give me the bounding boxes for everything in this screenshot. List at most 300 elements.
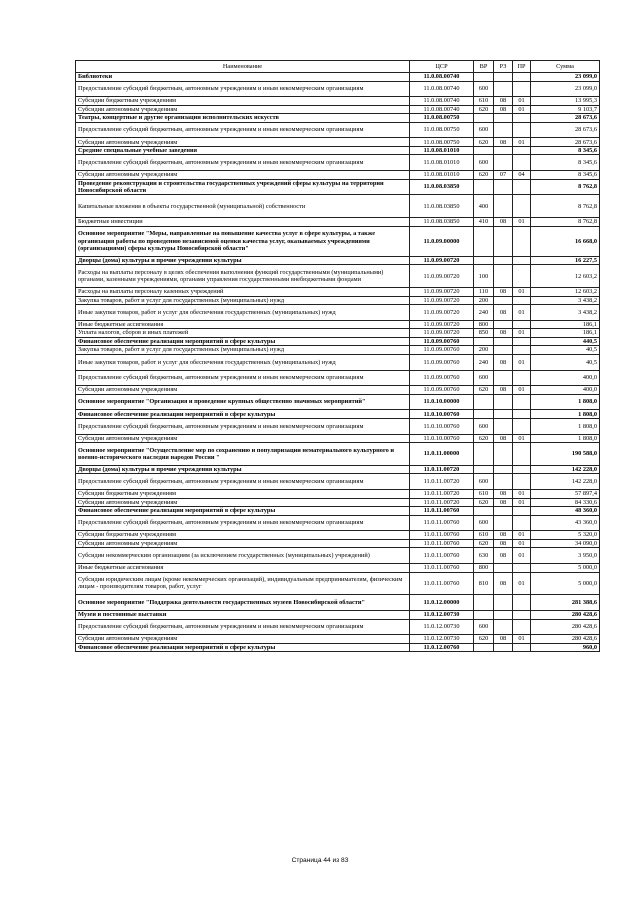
row-sum: 3 438,2 <box>531 296 600 305</box>
row-sum: 57 897,4 <box>531 490 600 499</box>
row-rz <box>494 611 513 620</box>
row-pr <box>513 73 531 82</box>
row-name: Предоставление субсидий бюджетным, автономным учреждениям и иным некоммерческим организациям <box>76 370 410 386</box>
row-csr: 11.0.10.00000 <box>410 394 474 410</box>
row-vr: 600 <box>474 619 494 635</box>
row-rz <box>494 619 513 635</box>
row-pr: 01 <box>513 434 531 443</box>
row-vr: 620 <box>474 171 494 180</box>
row-vr: 620 <box>474 635 494 644</box>
row-sum: 1 808,0 <box>531 410 600 419</box>
document-page <box>75 60 599 652</box>
row-csr: 11.0.09.00760 <box>410 370 474 386</box>
row-name: Предоставление субсидий бюджетным, автономным учреждениям и иным некоммерческим организациям <box>76 155 410 171</box>
row-vr: 810 <box>474 572 494 595</box>
row-csr: 11.0.11.00720 <box>410 490 474 499</box>
header-csr: ЦСР <box>410 61 474 73</box>
row-sum: 142 228,0 <box>531 474 600 490</box>
row-csr: 11.0.08.01010 <box>410 155 474 171</box>
row-rz: 08 <box>494 434 513 443</box>
row-rz <box>494 564 513 573</box>
row-name: Субсидии автономным учреждениям <box>76 635 410 644</box>
table-row <box>76 329 600 338</box>
row-sum: 16 227,5 <box>531 256 600 265</box>
row-rz <box>494 595 513 611</box>
row-sum: 8 345,6 <box>531 146 600 155</box>
row-csr: 11.0.08.00740 <box>410 81 474 97</box>
row-name: Предоставление субсидий бюджетным, автономным учреждениям и иным некоммерческим организациям <box>76 122 410 138</box>
row-rz: 08 <box>494 572 513 595</box>
row-vr <box>474 465 494 474</box>
row-pr: 01 <box>513 531 531 540</box>
row-rz: 08 <box>494 354 513 370</box>
row-name: Иные бюджетные ассигнования <box>76 564 410 573</box>
row-csr: 11.0.08.00750 <box>410 114 474 123</box>
table-body <box>76 73 600 652</box>
row-vr: 600 <box>474 474 494 490</box>
row-csr: 11.0.12.00730 <box>410 619 474 635</box>
row-csr: 11.0.09.00760 <box>410 354 474 370</box>
row-name: Субсидии автономным учреждениям <box>76 498 410 507</box>
table-row <box>76 498 600 507</box>
row-pr <box>513 122 531 138</box>
table-row <box>76 370 600 386</box>
row-pr: 01 <box>513 97 531 106</box>
row-rz <box>494 346 513 355</box>
row-name: Основное мероприятие "Меры, направленные на повышение качества услуг в сфере культуры, а также организация работы по проведению независимой оценки качества услуг, оказываемых учреждениями (организациями) сферы культуры Новосибирской области" <box>76 226 410 256</box>
row-csr: 11.0.10.00760 <box>410 418 474 434</box>
row-csr: 11.0.08.03850 <box>410 179 474 195</box>
row-pr: 01 <box>513 305 531 321</box>
row-name: Субсидии бюджетным учреждениям <box>76 490 410 499</box>
header-vr: ВР <box>474 61 494 73</box>
row-pr <box>513 179 531 195</box>
table-row <box>76 548 600 564</box>
row-name: Закупка товаров, работ и услуг для государственных (муниципальных) нужд <box>76 346 410 355</box>
row-pr <box>513 146 531 155</box>
row-vr: 600 <box>474 122 494 138</box>
row-csr: 11.0.09.00000 <box>410 226 474 256</box>
table-row <box>76 643 600 652</box>
table-row <box>76 122 600 138</box>
row-sum: 1 808,0 <box>531 394 600 410</box>
row-vr <box>474 337 494 346</box>
row-vr: 610 <box>474 97 494 106</box>
row-sum: 8 762,8 <box>531 218 600 227</box>
row-sum: 12 603,2 <box>531 288 600 297</box>
row-sum: 16 668,0 <box>531 226 600 256</box>
row-name: Субсидии автономным учреждениям <box>76 138 410 147</box>
row-sum: 1 808,0 <box>531 418 600 434</box>
row-name: Субсидии юридическим лицам (кроме некоммерческих организаций), индивидуальным предпринимателям, физическим лицам - производителям товаров, работ, услуг <box>76 572 410 595</box>
row-rz <box>494 394 513 410</box>
row-vr: 240 <box>474 305 494 321</box>
row-name: Предоставление субсидий бюджетным, автономным учреждениям и иным некоммерческим организациям <box>76 619 410 635</box>
row-vr <box>474 256 494 265</box>
table-row <box>76 146 600 155</box>
row-pr <box>513 643 531 652</box>
row-sum: 400,0 <box>531 370 600 386</box>
row-pr: 01 <box>513 354 531 370</box>
row-csr: 11.0.08.03850 <box>410 195 474 218</box>
row-pr: 04 <box>513 171 531 180</box>
row-sum: 28 673,6 <box>531 122 600 138</box>
row-sum: 40,5 <box>531 346 600 355</box>
row-name: Субсидии автономным учреждениям <box>76 539 410 548</box>
row-rz <box>494 443 513 466</box>
table-row <box>76 465 600 474</box>
row-sum: 186,1 <box>531 320 600 329</box>
table-row <box>76 114 600 123</box>
row-rz <box>494 515 513 531</box>
row-name: Основное мероприятие "Организация и проведение крупных общественно значимых мероприятий" <box>76 394 410 410</box>
row-name: Субсидии бюджетным учреждениям <box>76 97 410 106</box>
row-csr: 11.0.11.00760 <box>410 564 474 573</box>
row-pr: 01 <box>513 498 531 507</box>
row-pr <box>513 195 531 218</box>
row-pr <box>513 465 531 474</box>
row-rz: 08 <box>494 635 513 644</box>
table-row <box>76 73 600 82</box>
row-csr: 11.0.12.00760 <box>410 643 474 652</box>
row-pr: 01 <box>513 138 531 147</box>
table-row <box>76 539 600 548</box>
row-vr <box>474 73 494 82</box>
row-vr: 600 <box>474 81 494 97</box>
row-pr <box>513 226 531 256</box>
row-sum: 3 950,0 <box>531 548 600 564</box>
row-pr: 01 <box>513 386 531 395</box>
row-name: Финансовое обеспечение реализации мероприятий в сфере культуры <box>76 643 410 652</box>
row-csr: 11.0.09.00720 <box>410 265 474 288</box>
row-rz: 08 <box>494 490 513 499</box>
row-pr <box>513 611 531 620</box>
row-rz <box>494 643 513 652</box>
row-sum: 5 000,0 <box>531 564 600 573</box>
row-csr: 11.0.09.00720 <box>410 305 474 321</box>
row-sum: 23 099,0 <box>531 73 600 82</box>
row-vr: 620 <box>474 386 494 395</box>
row-csr: 11.0.08.01010 <box>410 171 474 180</box>
table-row <box>76 337 600 346</box>
row-sum: 84 330,6 <box>531 498 600 507</box>
row-sum: 186,1 <box>531 329 600 338</box>
row-pr <box>513 619 531 635</box>
row-vr: 600 <box>474 370 494 386</box>
row-csr: 11.0.08.00750 <box>410 122 474 138</box>
table-row <box>76 490 600 499</box>
row-csr: 11.0.09.00720 <box>410 256 474 265</box>
row-name: Расходы на выплаты персоналу в целях обеспечения выполнения функций государственными (муниципальными) органами, казенными учреждениями, органами управления государственными внебюджетными фондами <box>76 265 410 288</box>
table-row <box>76 619 600 635</box>
row-pr: 01 <box>513 572 531 595</box>
row-name: Капитальные вложения в объекты государственной (муниципальной) собственности <box>76 195 410 218</box>
row-csr: 11.0.11.00720 <box>410 498 474 507</box>
row-name: Субсидии автономным учреждениям <box>76 386 410 395</box>
row-vr <box>474 410 494 419</box>
row-vr: 600 <box>474 155 494 171</box>
row-csr: 11.0.09.00760 <box>410 337 474 346</box>
row-name: Субсидии бюджетным учреждениям <box>76 531 410 540</box>
row-csr: 11.0.09.00720 <box>410 296 474 305</box>
row-csr: 11.0.10.00760 <box>410 434 474 443</box>
row-name: Проведение реконструкции и строительства государственных учреждений сферы культуры на территории Новосибирской области <box>76 179 410 195</box>
row-pr <box>513 81 531 97</box>
table-row <box>76 288 600 297</box>
row-vr <box>474 595 494 611</box>
row-rz <box>494 418 513 434</box>
row-pr: 01 <box>513 490 531 499</box>
row-pr <box>513 320 531 329</box>
table-row <box>76 305 600 321</box>
row-rz: 08 <box>494 305 513 321</box>
row-csr: 11.0.11.00760 <box>410 515 474 531</box>
row-sum: 40,5 <box>531 354 600 370</box>
row-name: Уплата налогов, сборов и иных платежей <box>76 329 410 338</box>
row-name: Основное мероприятие "Поддержка деятельности государственных музеев Новосибирской области" <box>76 595 410 611</box>
row-vr: 600 <box>474 418 494 434</box>
row-sum: 280 428,6 <box>531 619 600 635</box>
row-pr: 01 <box>513 548 531 564</box>
row-sum: 48 360,0 <box>531 507 600 516</box>
row-rz <box>494 81 513 97</box>
table-row <box>76 138 600 147</box>
row-rz <box>494 226 513 256</box>
row-pr <box>513 418 531 434</box>
row-name: Бюджетные инвестиции <box>76 218 410 227</box>
row-sum: 280 428,6 <box>531 611 600 620</box>
row-name: Субсидии некоммерческим организациям (за исключением государственных (муниципальных) учреждений) <box>76 548 410 564</box>
row-name: Иные закупки товаров, работ и услуг для обеспечения государственных (муниципальных) нужд <box>76 305 410 321</box>
row-vr: 620 <box>474 105 494 114</box>
row-rz <box>494 507 513 516</box>
row-sum: 5 000,0 <box>531 572 600 595</box>
row-vr <box>474 611 494 620</box>
row-vr <box>474 114 494 123</box>
row-vr <box>474 226 494 256</box>
row-sum: 5 320,0 <box>531 531 600 540</box>
row-rz: 08 <box>494 498 513 507</box>
row-pr: 01 <box>513 105 531 114</box>
row-csr: 11.0.12.00730 <box>410 635 474 644</box>
row-rz <box>494 337 513 346</box>
row-name: Предоставление субсидий бюджетным, автономным учреждениям и иным некоммерческим организациям <box>76 81 410 97</box>
table-row <box>76 572 600 595</box>
row-sum: 960,0 <box>531 643 600 652</box>
row-sum: 8 345,6 <box>531 171 600 180</box>
row-vr <box>474 643 494 652</box>
row-sum: 12 603,2 <box>531 265 600 288</box>
table-row <box>76 611 600 620</box>
row-name: Средние специальные учебные заведения <box>76 146 410 155</box>
table-row <box>76 97 600 106</box>
table-row <box>76 386 600 395</box>
row-vr: 800 <box>474 564 494 573</box>
row-rz: 08 <box>494 288 513 297</box>
row-csr: 11.0.08.00740 <box>410 97 474 106</box>
row-pr: 01 <box>513 539 531 548</box>
row-rz: 08 <box>494 531 513 540</box>
row-pr <box>513 474 531 490</box>
row-name: Библиотеки <box>76 73 410 82</box>
table-row <box>76 265 600 288</box>
row-name: Финансовое обеспечение реализации мероприятий в сфере культуры <box>76 337 410 346</box>
row-name: Основное мероприятие "Осуществление мер по сохранению и популяризации нематериального культурного и военно-исторического наследия народов России " <box>76 443 410 466</box>
row-sum: 440,5 <box>531 337 600 346</box>
row-pr: 01 <box>513 288 531 297</box>
table-row <box>76 354 600 370</box>
row-rz <box>494 114 513 123</box>
row-sum: 28 673,6 <box>531 138 600 147</box>
row-sum: 28 673,6 <box>531 114 600 123</box>
row-rz: 07 <box>494 171 513 180</box>
row-sum: 190 588,0 <box>531 443 600 466</box>
table-header-row <box>76 61 600 73</box>
row-csr: 11.0.08.00740 <box>410 73 474 82</box>
row-vr: 620 <box>474 498 494 507</box>
table-row <box>76 171 600 180</box>
row-name: Иные закупки товаров, работ и услуг для обеспечения государственных (муниципальных) нужд <box>76 354 410 370</box>
row-vr: 610 <box>474 531 494 540</box>
table-row <box>76 474 600 490</box>
row-rz <box>494 122 513 138</box>
row-rz <box>494 265 513 288</box>
row-csr: 11.0.09.00720 <box>410 320 474 329</box>
row-sum: 280 428,6 <box>531 635 600 644</box>
row-sum: 3 438,2 <box>531 305 600 321</box>
row-name: Иные бюджетные ассигнования <box>76 320 410 329</box>
row-csr: 11.0.11.00760 <box>410 539 474 548</box>
row-name: Предоставление субсидий бюджетным, автономным учреждениям и иным некоммерческим организациям <box>76 418 410 434</box>
row-vr: 110 <box>474 288 494 297</box>
table-row <box>76 564 600 573</box>
row-sum: 8 345,6 <box>531 155 600 171</box>
row-vr: 620 <box>474 434 494 443</box>
row-sum: 400,0 <box>531 386 600 395</box>
header-pr: ПР <box>513 61 531 73</box>
row-pr <box>513 256 531 265</box>
row-csr: 11.0.10.00760 <box>410 410 474 419</box>
table-row <box>76 507 600 516</box>
table-row <box>76 443 600 466</box>
row-sum: 13 995,3 <box>531 97 600 106</box>
table-row <box>76 346 600 355</box>
row-name: Закупка товаров, работ и услуг для государственных (муниципальных) нужд <box>76 296 410 305</box>
table-row <box>76 320 600 329</box>
row-rz <box>494 195 513 218</box>
row-csr: 11.0.11.00760 <box>410 572 474 595</box>
row-csr: 11.0.08.01010 <box>410 146 474 155</box>
row-sum: 142 228,0 <box>531 465 600 474</box>
table-row <box>76 635 600 644</box>
row-pr <box>513 114 531 123</box>
row-csr: 11.0.09.00760 <box>410 386 474 395</box>
table-row <box>76 394 600 410</box>
row-sum: 43 360,0 <box>531 515 600 531</box>
table-row <box>76 256 600 265</box>
row-sum: 9 103,7 <box>531 105 600 114</box>
table-row <box>76 81 600 97</box>
header-rz: РЗ <box>494 61 513 73</box>
row-pr: 01 <box>513 218 531 227</box>
table-row <box>76 418 600 434</box>
row-rz <box>494 73 513 82</box>
row-csr: 11.0.09.00720 <box>410 288 474 297</box>
table-row <box>76 226 600 256</box>
row-vr: 200 <box>474 346 494 355</box>
row-rz <box>494 465 513 474</box>
table-row <box>76 531 600 540</box>
row-vr: 620 <box>474 539 494 548</box>
row-sum: 34 090,0 <box>531 539 600 548</box>
header-name: Наименование <box>76 61 410 73</box>
row-name: Предоставление субсидий бюджетным, автономным учреждениям и иным некоммерческим организациям <box>76 515 410 531</box>
row-name: Финансовое обеспечение реализации мероприятий в сфере культуры <box>76 410 410 419</box>
row-pr <box>513 507 531 516</box>
table-row <box>76 155 600 171</box>
row-csr: 11.0.12.00730 <box>410 611 474 620</box>
row-sum: 281 388,6 <box>531 595 600 611</box>
row-vr <box>474 146 494 155</box>
row-vr <box>474 394 494 410</box>
table-row <box>76 105 600 114</box>
row-name: Субсидии автономным учреждениям <box>76 105 410 114</box>
row-pr <box>513 370 531 386</box>
row-rz: 08 <box>494 138 513 147</box>
row-pr <box>513 394 531 410</box>
row-csr: 11.0.08.00740 <box>410 105 474 114</box>
row-csr: 11.0.08.00750 <box>410 138 474 147</box>
row-csr: 11.0.11.00720 <box>410 465 474 474</box>
row-rz <box>494 146 513 155</box>
row-csr: 11.0.11.00000 <box>410 443 474 466</box>
row-pr <box>513 410 531 419</box>
row-vr: 630 <box>474 548 494 564</box>
row-rz: 08 <box>494 539 513 548</box>
row-name: Театры, концертные и другие организации исполнительских искусств <box>76 114 410 123</box>
row-pr <box>513 595 531 611</box>
row-name: Субсидии автономным учреждениям <box>76 171 410 180</box>
row-rz: 08 <box>494 218 513 227</box>
row-name: Дворцы (дома) культуры и прочие учреждения культуры <box>76 465 410 474</box>
table-row <box>76 195 600 218</box>
row-rz: 08 <box>494 386 513 395</box>
row-name: Финансовое обеспечение реализации мероприятий в сфере культуры <box>76 507 410 516</box>
table-row <box>76 434 600 443</box>
row-csr: 11.0.09.00760 <box>410 346 474 355</box>
row-vr: 410 <box>474 218 494 227</box>
table-row <box>76 218 600 227</box>
row-rz <box>494 256 513 265</box>
row-vr: 610 <box>474 490 494 499</box>
row-rz: 08 <box>494 105 513 114</box>
row-csr: 11.0.11.00760 <box>410 507 474 516</box>
row-vr: 850 <box>474 329 494 338</box>
table-row <box>76 515 600 531</box>
table-row <box>76 410 600 419</box>
row-pr <box>513 443 531 466</box>
row-pr <box>513 337 531 346</box>
row-sum: 8 762,8 <box>531 195 600 218</box>
row-pr <box>513 346 531 355</box>
row-name: Музеи и постоянные выставки <box>76 611 410 620</box>
row-csr: 11.0.11.00720 <box>410 474 474 490</box>
row-vr: 400 <box>474 195 494 218</box>
row-pr: 01 <box>513 329 531 338</box>
row-csr: 11.0.08.03850 <box>410 218 474 227</box>
row-pr <box>513 296 531 305</box>
table-row <box>76 296 600 305</box>
